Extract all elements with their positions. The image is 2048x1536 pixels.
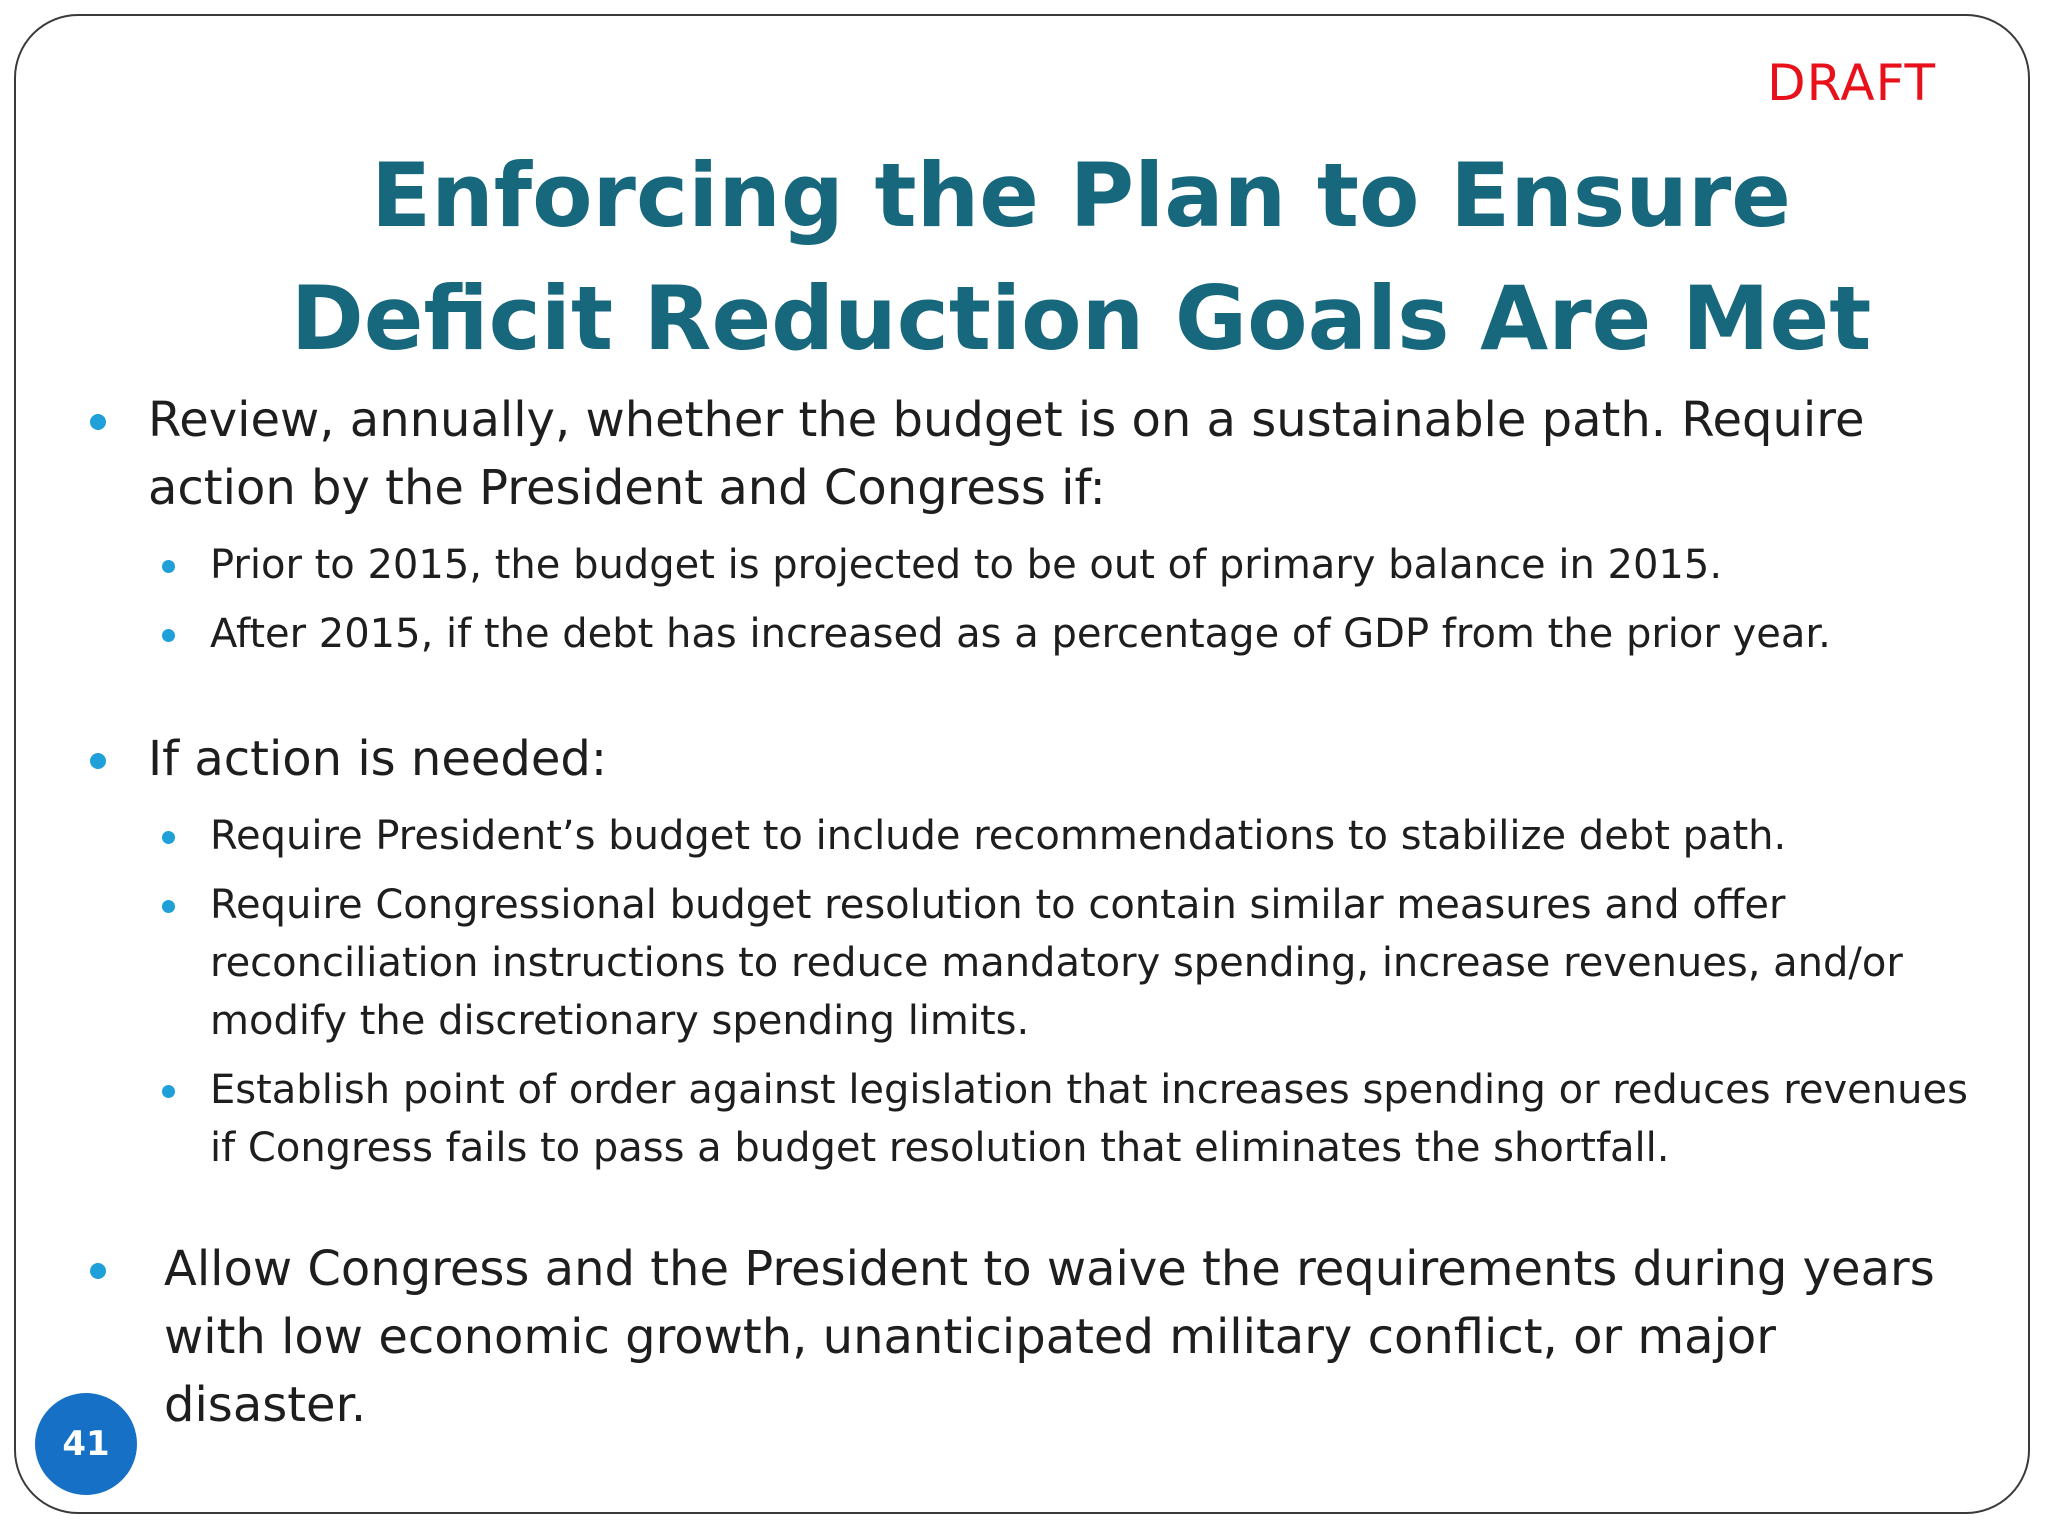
bullet-text: Allow Congress and the President to waive the requirements during years with low economic growth, unanticipated military conflict, or major disaster. <box>164 1241 1935 1433</box>
sub-bullet-prior-2015 <box>76 536 1976 594</box>
bullet-dot-icon <box>90 753 106 769</box>
slide-title <box>16 134 2030 380</box>
bullet-text: Review, annually, whether the budget is on a sustainable path. Require action by the President and Congress if: <box>148 392 1865 516</box>
bullet-list <box>76 386 1976 1439</box>
sub-bullet-dot-icon <box>162 560 175 573</box>
page-number-badge: 41 <box>35 1393 137 1495</box>
sub-bullet-text: After 2015, if the debt has increased as a percentage of GDP from the prior year. <box>210 611 1831 657</box>
sub-bullet-dot-icon <box>162 629 175 642</box>
bullet-dot-icon <box>90 1263 106 1279</box>
sub-bullet-congressional-resolution <box>76 876 1976 1050</box>
sub-bullet-text: Require Congressional budget resolution to contain similar measures and offer reconciliation instructions to reduce mandatory spending, increase revenues, and/or modify the discretionary spending limits. <box>210 882 1903 1044</box>
slide-frame <box>14 14 2030 1514</box>
sub-bullet-after-2015 <box>76 605 1976 663</box>
sub-bullet-dot-icon <box>162 900 175 913</box>
sub-bullet-point-of-order <box>76 1061 1976 1177</box>
draft-label: DRAFT <box>1767 54 1936 112</box>
bullet-if-action-needed <box>76 725 1976 793</box>
sub-bullet-dot-icon <box>162 1085 175 1098</box>
bullet-text: If action is needed: <box>148 731 608 787</box>
sub-bullet-dot-icon <box>162 831 175 844</box>
sub-bullet-text: Require President’s budget to include recommendations to stabilize debt path. <box>210 813 1787 859</box>
bullet-review-annually <box>76 386 1976 522</box>
sub-bullet-president-budget <box>76 807 1976 865</box>
title-line-1: Enforcing the Plan to Ensure <box>371 144 1791 247</box>
sub-bullet-text: Prior to 2015, the budget is projected to be out of primary balance in 2015. <box>210 542 1723 588</box>
bullet-dot-icon <box>90 414 106 430</box>
bullet-allow-waive <box>76 1235 1976 1439</box>
sub-bullet-text: Establish point of order against legislation that increases spending or reduces revenues if Congress fails to pass a budget resolution that eliminates the shortfall. <box>210 1067 1968 1171</box>
title-line-2: Deficit Reduction Goals Are Met <box>290 267 1872 370</box>
